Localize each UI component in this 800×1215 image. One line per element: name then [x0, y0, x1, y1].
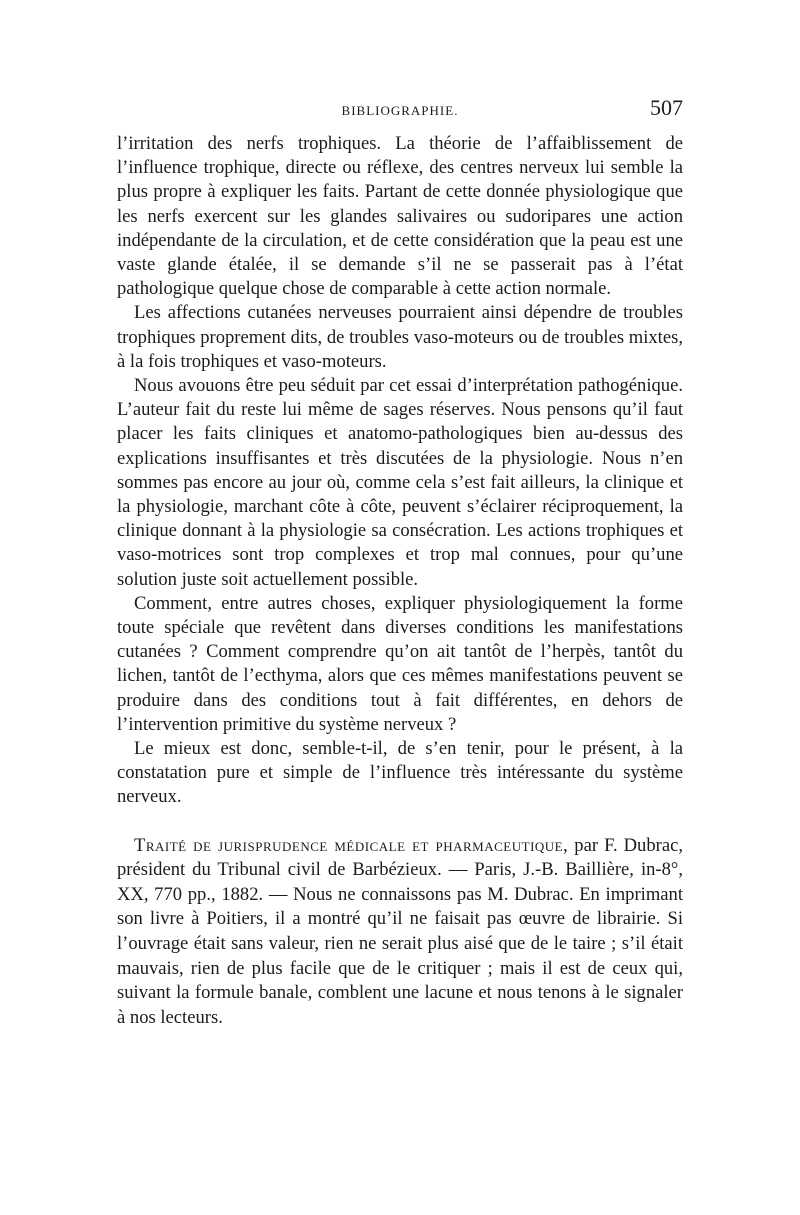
- page-number: 507: [650, 95, 683, 120]
- paragraph-4: Comment, entre autres choses, expliquer physiologiquement la forme toute spéciale que revêtent dans diverses conditions les manifestations cutanées ? Comment comprendre qu’on ait tantôt de l’herpès, tantôt du lichen, tantôt de l’ecthyma, alors que ces mêmes manifestations peuvent se produire dans des conditions tout à fait différentes, en dehors de l’intervention primitive du système nerveux ?: [117, 592, 683, 735]
- page-body: [117, 132, 683, 1030]
- paragraph-2: Les affections cutanées nerveuses pourraient ainsi dépendre de troubles trophiques proprement dits, de troubles vaso-moteurs ou de troubles mixtes, à la fois trophiques et vaso-moteurs.: [117, 302, 683, 372]
- paragraph-5: Le mieux est donc, semble-t-il, de s’en tenir, pour le présent, à la constatation pure et simple de l’influence très intéressante du système nerveux.: [117, 738, 683, 808]
- section-gap: [117, 810, 683, 834]
- paragraph-3: Nous avouons être peu séduit par cet essai d’interprétation pathogénique. L’auteur fait du reste lui même de sages réserves. Nous pensons qu’il faut placer les faits cliniques et anatomo-pathologiques bien au-dessus des explications insuffisantes et très discutées de la physiologie. Nous n’en sommes pas encore au jour où, comme cela s’est fait ailleurs, la clinique et la physiologie, marchant côte à côte, peuvent s’éclairer réciproquement, la clinique donnant à la physiologie sa consécration. Les actions trophiques et vaso-motrices sont trop complexes et trop mal connues, pour qu’une solution juste soit actuellement possible.: [117, 375, 683, 590]
- review-title: Traité de jurisprudence médicale et pharmaceutique,: [134, 834, 569, 856]
- paragraph-1: l’irritation des nerfs trophiques. La théorie de l’affaiblissement de l’influence trophique, directe ou réflexe, des centres nerveux lui semble la plus propre à expliquer les faits. Partant de cette donnée physiologique que les nerfs exercent sur les glandes salivaires ou sudoripares une action indépendante de la circulation, et de cette considération que la peau est une vaste glande étalée, il se demande s’il ne se passerait pas à l’état pathologique quelque chose de comparable à cette action normale.: [117, 133, 683, 300]
- page-header: [117, 95, 683, 125]
- book-review-entry: [117, 834, 683, 1031]
- running-title: BIBLIOGRAPHIE.: [341, 103, 459, 118]
- review-text: par F. Dubrac, président du Tribunal civil de Barbézieux. — Paris, J.-B. Baillière, in-8°, XX, 770 pp., 1882. — Nous ne connaissons pas M. Dubrac. En imprimant son livre à Poitiers, il a montré qu’il ne faisait pas œuvre de librairie. Si l’ouvrage était sans valeur, rien ne serait plus aisé que de le taire ; s’il était mauvais, rien de plus facile que de le critiquer ; mais il est de ceux qui, suivant la formule banale, comblent une lacune et nous tenons à le signaler à nos lecteurs.: [117, 834, 683, 1028]
